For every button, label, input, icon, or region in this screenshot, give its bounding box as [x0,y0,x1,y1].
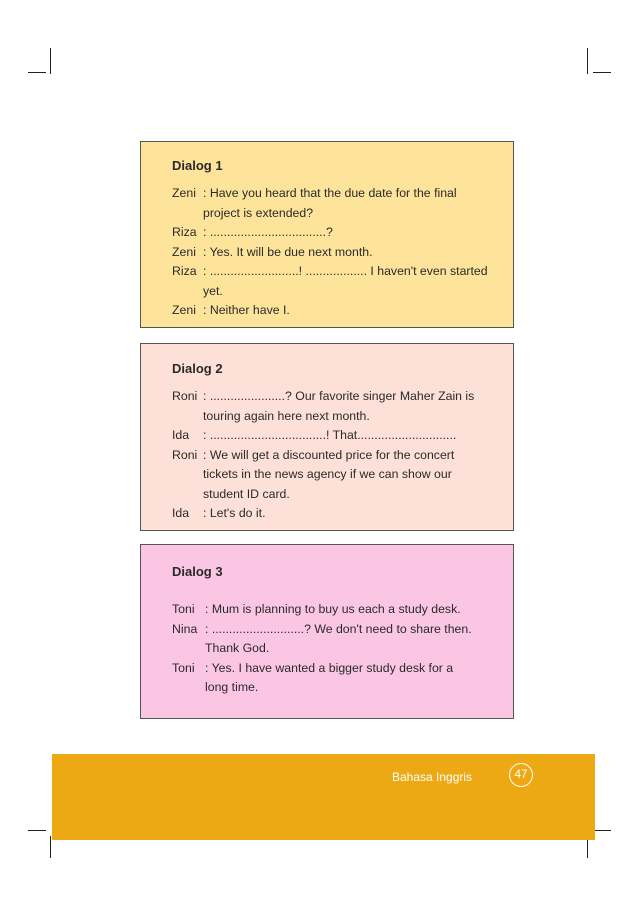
line-continuation: yet. [203,283,223,298]
crop-mark-bottom-left-vertical [50,836,51,858]
speaker-name: Roni [172,389,198,403]
line-text: : Let's do it. [203,506,266,520]
crop-mark-top-left-vertical [50,48,51,74]
dialog-line [172,620,505,640]
line-text: : ...........................? We don't need to share then. [205,621,472,636]
speaker-name: Zeni [172,186,196,200]
speaker-name: Nina [172,621,198,636]
crop-mark-top-right-vertical [587,48,588,74]
dialog-2-lines [172,387,505,524]
page-number: 47 [509,763,533,787]
dialog-3-box [140,544,514,719]
dialog-3-title: Dialog 3 [172,564,223,579]
line-continuation: touring again here next month. [203,408,370,423]
speaker-name: Riza [172,225,197,239]
speaker-name: Riza [172,264,197,278]
dialog-3-lines [172,600,505,698]
dialog-1-lines [172,184,505,321]
footer-band [52,754,595,840]
dialog-line [172,504,505,524]
dialog-line [172,600,505,620]
line-continuation: student ID card. [203,486,290,501]
speaker-name: Ida [172,428,190,442]
speaker-name: Toni [172,660,195,675]
line-continuation: tickets in the news agency if we can show our [203,467,452,481]
book-title: Bahasa Inggris [392,770,473,784]
crop-mark-top-left-horizontal [28,72,46,73]
speaker-name: Ida [172,506,190,520]
line-text: : Yes. It will be due next month. [203,244,373,259]
speaker-name: Roni [172,447,198,462]
line-text: : Yes. I have wanted a bigger study desk for a [205,660,454,675]
crop-mark-top-right-horizontal [593,72,611,73]
line-text: : Neither have I. [203,303,290,317]
dialog-line [172,184,505,204]
line-continuation: Thank God. [205,641,270,655]
crop-mark-bottom-right-horizontal [593,830,611,831]
line-text: : ......................? Our favorite singer Maher Zain is [203,389,475,403]
crop-mark-bottom-left-horizontal [28,830,46,831]
line-text: : ..................................! That............................. [203,428,457,442]
line-text: : Mum is planning to buy us each a study desk. [205,602,461,616]
dialog-line [172,301,505,321]
line-continuation: long time. [205,680,259,694]
dialog-line [172,446,505,466]
dialog-line [172,243,505,263]
line-text: : ..........................! .................. I haven't even started [203,264,488,278]
line-text: : We will get a discounted price for the concert [203,447,455,462]
speaker-name: Zeni [172,303,196,317]
line-text: : ..................................? [203,225,333,239]
dialog-2-title: Dialog 2 [172,361,223,376]
dialog-2-box [140,343,514,531]
line-text: : Have you heard that the due date for the final [203,186,457,200]
dialog-1-box [140,141,514,328]
dialog-1-title: Dialog 1 [172,158,223,173]
dialog-line [172,262,505,282]
speaker-name: Toni [172,602,195,616]
dialog-line [172,426,505,446]
line-continuation: project is extended? [203,205,314,220]
dialog-line [172,659,505,679]
dialog-line [172,223,505,243]
dialog-line [172,387,505,407]
speaker-name: Zeni [172,244,196,259]
